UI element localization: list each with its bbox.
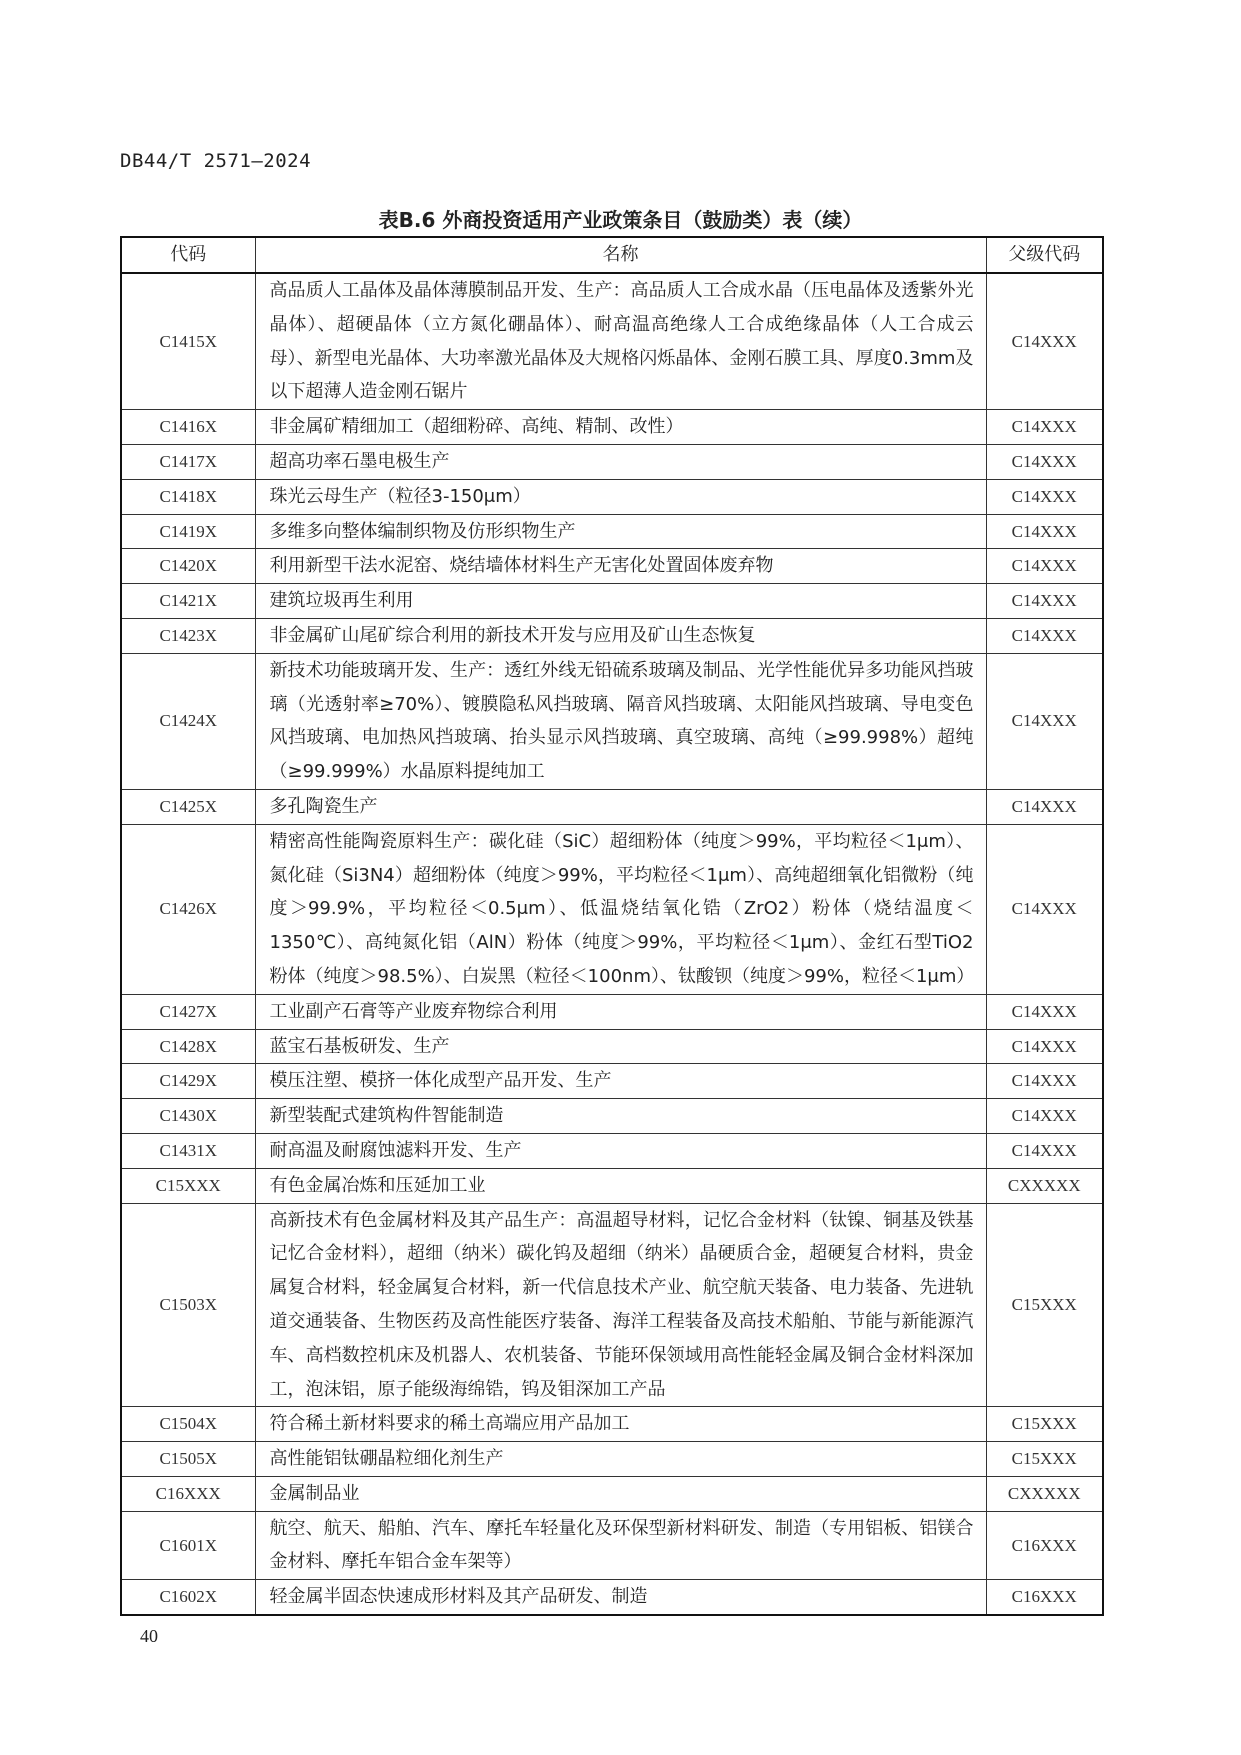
table-row <box>121 273 1103 410</box>
row-code: C1423X <box>121 618 255 653</box>
row-name: 珠光云母生产（粒径3-150μm） <box>255 479 986 514</box>
table-row <box>121 1203 1103 1407</box>
row-code: C1418X <box>121 479 255 514</box>
row-name: 多孔陶瓷生产 <box>255 789 986 824</box>
table-row <box>121 618 1103 653</box>
row-parent-code: C14XXX <box>986 618 1103 653</box>
row-name: 新型装配式建筑构件智能制造 <box>255 1099 986 1134</box>
row-parent-code: C15XXX <box>986 1407 1103 1442</box>
row-code: C1420X <box>121 549 255 584</box>
document-id: DB44/T 2571—2024 <box>120 150 312 172</box>
row-parent-code: C14XXX <box>986 273 1103 410</box>
row-parent-code: C14XXX <box>986 789 1103 824</box>
row-name: 非金属矿山尾矿综合利用的新技术开发与应用及矿山生态恢复 <box>255 618 986 653</box>
row-name: 符合稀土新材料要求的稀土高端应用产品加工 <box>255 1407 986 1442</box>
table-row <box>121 994 1103 1029</box>
table-row <box>121 584 1103 619</box>
table-row <box>121 1099 1103 1134</box>
row-parent-code: C14XXX <box>986 653 1103 789</box>
table-row <box>121 514 1103 549</box>
row-name: 有色金属冶炼和压延加工业 <box>255 1168 986 1203</box>
row-name: 金属制品业 <box>255 1476 986 1511</box>
row-code: C1417X <box>121 444 255 479</box>
row-name: 高新技术有色金属材料及其产品生产：高温超导材料，记忆合金材料（钛镍、铜基及铁基记忆合金材料），超细（纳米）碳化钨及超细（纳米）晶硬质合金，超硬复合材料，贵金属复合材料，轻金属复合材料，新一代信息技术产业、航空航天装备、电力装备、先进轨道交通装备、生物医药及高性能医疗装备、海洋工程装备及高技术船舶、节能与新能源汽车、高档数控机床及机器人、农机装备、节能环保领域用高性能轻金属及铜合金材料深加工，泡沫铝，原子能级海绵锆，钨及钼深加工产品 <box>255 1203 986 1407</box>
row-name: 精密高性能陶瓷原料生产：碳化硅（SiC）超细粉体（纯度＞99%，平均粒径＜1μm）、氮化硅（Si3N4）超细粉体（纯度＞99%，平均粒径＜1μm）、高纯超细氧化铝微粉（纯度＞99.9%，平均粒径＜0.5μm）、低温烧结氧化锆（ZrO2）粉体（烧结温度＜1350℃）、高纯氮化铝（AlN）粉体（纯度＞99%，平均粒径＜1μm）、金红石型TiO2粉体（纯度＞98.5%）、白炭黑（粒径＜100nm）、钛酸钡（纯度＞99%，粒径＜1μm） <box>255 824 986 994</box>
table-row <box>121 1580 1103 1615</box>
row-parent-code: C14XXX <box>986 549 1103 584</box>
row-name: 工业副产石膏等产业废弃物综合利用 <box>255 994 986 1029</box>
row-parent-code: C14XXX <box>986 514 1103 549</box>
row-code: C1428X <box>121 1029 255 1064</box>
row-parent-code: C16XXX <box>986 1580 1103 1615</box>
row-name: 建筑垃圾再生利用 <box>255 584 986 619</box>
row-code: C1602X <box>121 1580 255 1615</box>
row-code: C1421X <box>121 584 255 619</box>
row-code: C1429X <box>121 1064 255 1099</box>
row-code: C1505X <box>121 1442 255 1477</box>
row-code: C1503X <box>121 1203 255 1407</box>
row-parent-code: C14XXX <box>986 1029 1103 1064</box>
row-code: C1601X <box>121 1511 255 1580</box>
row-name: 新技术功能玻璃开发、生产：透红外线无铅硫系玻璃及制品、光学性能优异多功能风挡玻璃（光透射率≥70%）、镀膜隐私风挡玻璃、隔音风挡玻璃、太阳能风挡玻璃、导电变色风挡玻璃、电加热风挡玻璃、抬头显示风挡玻璃、真空玻璃、高纯（≥99.998%）超纯（≥99.999%）水晶原料提纯加工 <box>255 653 986 789</box>
row-parent-code: C14XXX <box>986 479 1103 514</box>
row-parent-code: C14XXX <box>986 1064 1103 1099</box>
row-parent-code: C14XXX <box>986 444 1103 479</box>
row-code: C1415X <box>121 273 255 410</box>
row-parent-code: C14XXX <box>986 1099 1103 1134</box>
table-header-row <box>121 237 1103 273</box>
row-parent-code: CXXXXX <box>986 1168 1103 1203</box>
row-name: 非金属矿精细加工（超细粉碎、高纯、精制、改性） <box>255 410 986 445</box>
row-parent-code: C14XXX <box>986 1133 1103 1168</box>
table-row <box>121 1064 1103 1099</box>
column-header-name: 名称 <box>255 237 986 273</box>
row-code: C1427X <box>121 994 255 1029</box>
row-name: 多维多向整体编制织物及仿形织物生产 <box>255 514 986 549</box>
table-row <box>121 444 1103 479</box>
table-row <box>121 1168 1103 1203</box>
row-name: 高品质人工晶体及晶体薄膜制品开发、生产：高品质人工合成水晶（压电晶体及透紫外光晶体）、超硬晶体（立方氮化硼晶体）、耐高温高绝缘人工合成绝缘晶体（人工合成云母）、新型电光晶体、大功率激光晶体及大规格闪烁晶体、金刚石膜工具、厚度0.3mm及以下超薄人造金刚石锯片 <box>255 273 986 410</box>
row-name: 利用新型干法水泥窑、烧结墙体材料生产无害化处置固体废弃物 <box>255 549 986 584</box>
row-name: 模压注塑、模挤一体化成型产品开发、生产 <box>255 1064 986 1099</box>
table-title: 表B.6 外商投资适用产业政策条目（鼓励类）表（续） <box>378 208 863 232</box>
row-code: C1425X <box>121 789 255 824</box>
row-code: C1430X <box>121 1099 255 1134</box>
table-row <box>121 789 1103 824</box>
row-name: 高性能铝钛硼晶粒细化剂生产 <box>255 1442 986 1477</box>
row-parent-code: C15XXX <box>986 1203 1103 1407</box>
table-row <box>121 1407 1103 1442</box>
row-code: C1424X <box>121 653 255 789</box>
table-row <box>121 824 1103 994</box>
row-code: C15XXX <box>121 1168 255 1203</box>
row-name: 超高功率石墨电极生产 <box>255 444 986 479</box>
row-parent-code: C16XXX <box>986 1511 1103 1580</box>
row-code: C1431X <box>121 1133 255 1168</box>
page-number: 40 <box>140 1626 158 1646</box>
row-code: C1504X <box>121 1407 255 1442</box>
row-name: 蓝宝石基板研发、生产 <box>255 1029 986 1064</box>
table-row <box>121 549 1103 584</box>
table-row <box>121 1476 1103 1511</box>
table-row <box>121 1133 1103 1168</box>
row-name: 航空、航天、船舶、汽车、摩托车轻量化及环保型新材料研发、制造（专用铝板、铝镁合金材料、摩托车铝合金车架等） <box>255 1511 986 1580</box>
table-row <box>121 1442 1103 1477</box>
row-code: C1419X <box>121 514 255 549</box>
table-row <box>121 479 1103 514</box>
row-parent-code: C14XXX <box>986 584 1103 619</box>
row-code: C1416X <box>121 410 255 445</box>
table-row <box>121 653 1103 789</box>
row-parent-code: C15XXX <box>986 1442 1103 1477</box>
table-row <box>121 410 1103 445</box>
row-parent-code: CXXXXX <box>986 1476 1103 1511</box>
row-name: 轻金属半固态快速成形材料及其产品研发、制造 <box>255 1580 986 1615</box>
row-code: C16XXX <box>121 1476 255 1511</box>
row-name: 耐高温及耐腐蚀滤料开发、生产 <box>255 1133 986 1168</box>
column-header-parent-code: 父级代码 <box>986 237 1103 273</box>
table-row <box>121 1511 1103 1580</box>
table-row <box>121 1029 1103 1064</box>
row-parent-code: C14XXX <box>986 410 1103 445</box>
policy-table <box>120 236 1104 1616</box>
row-parent-code: C14XXX <box>986 994 1103 1029</box>
row-parent-code: C14XXX <box>986 824 1103 994</box>
row-code: C1426X <box>121 824 255 994</box>
column-header-code: 代码 <box>121 237 255 273</box>
